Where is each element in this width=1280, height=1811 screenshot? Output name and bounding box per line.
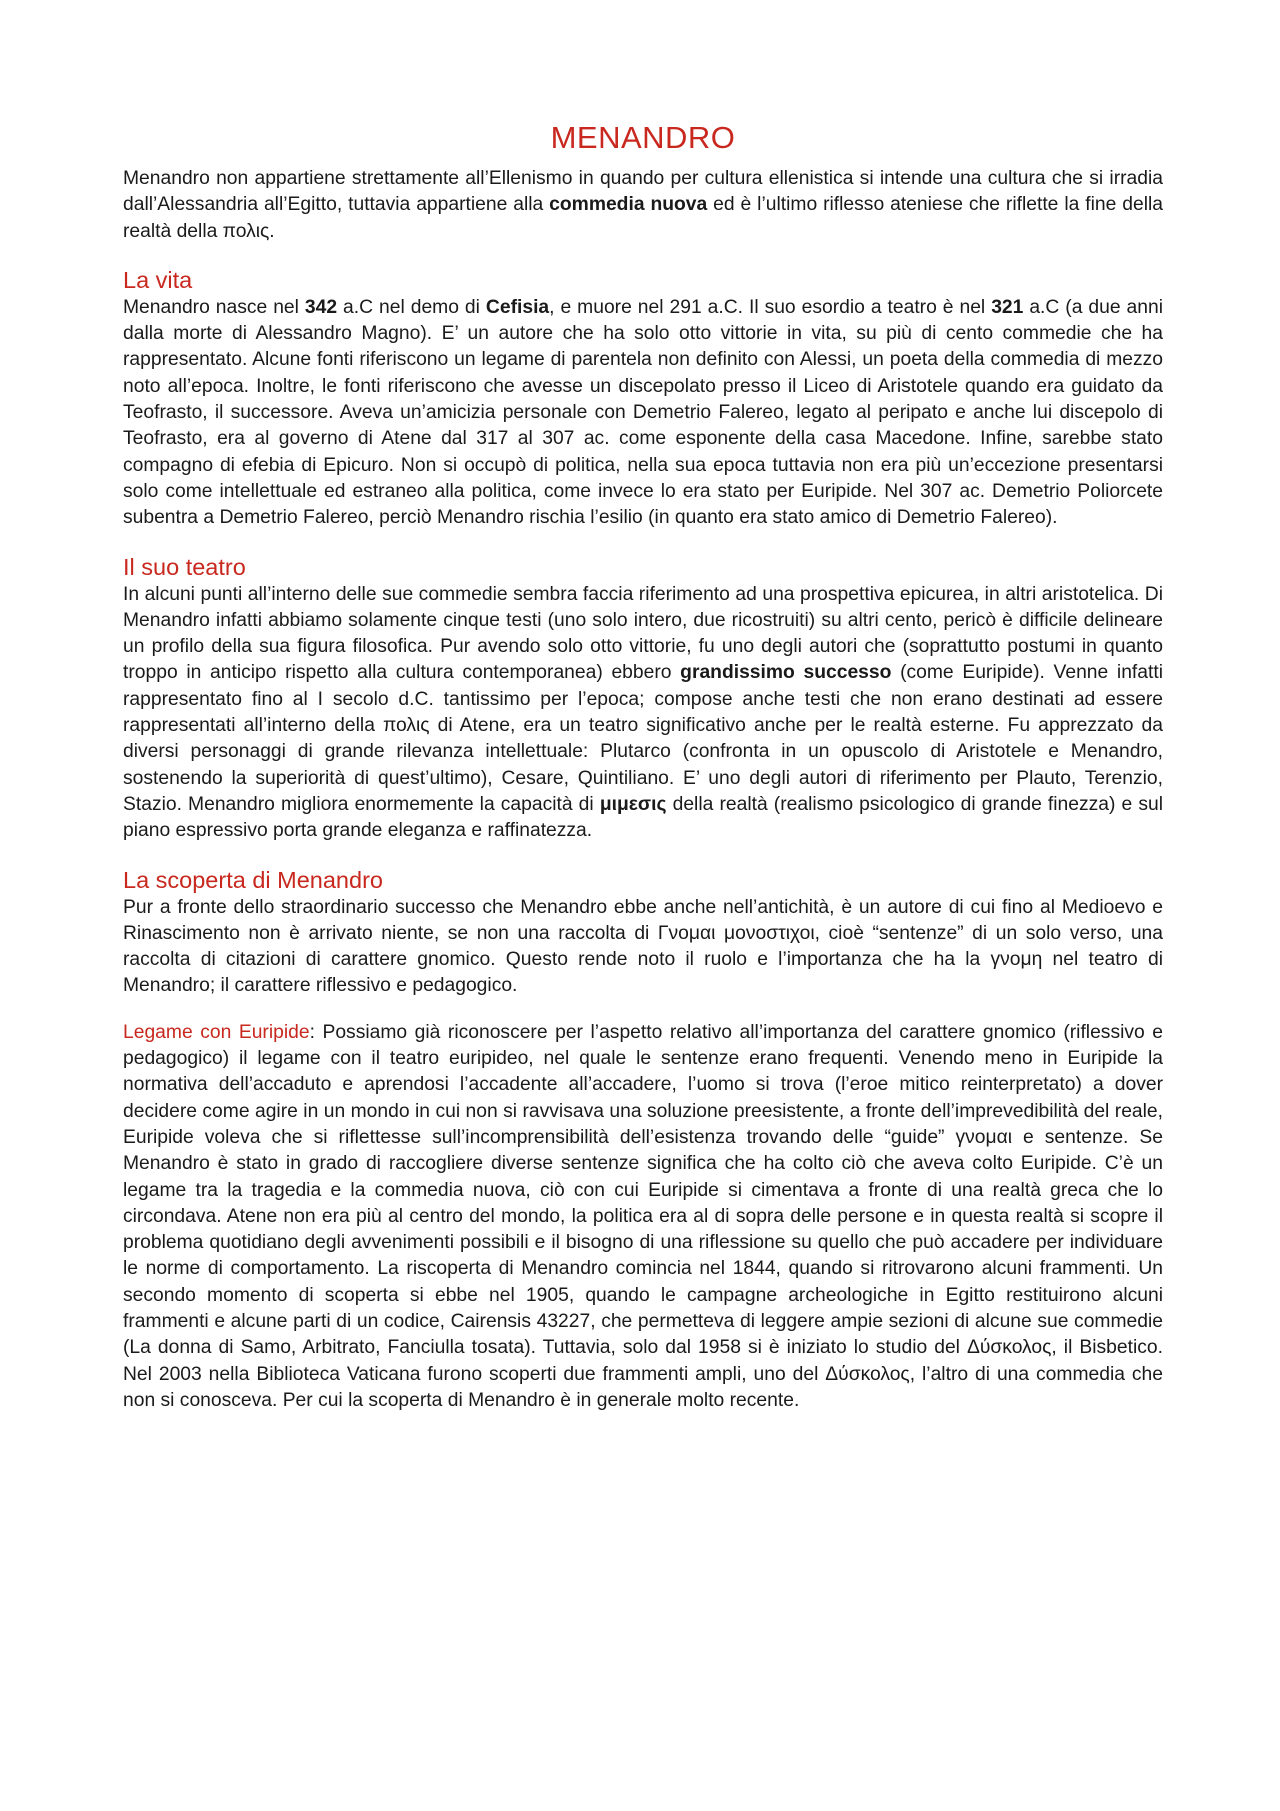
- teatro-text: (come Euripide). Venne infatti rappresentato fino al I secolo d.C. tantissimo per l’epoca; compose anche testi che non erano destinati ad essere rappresentati all’interno della πολις di Atene, era un teatro significativo anche per le realtà esterne. Fu apprezzato da diversi personaggi di grande rilevanza intellettuale: Plutarco (confronta in un opuscolo di Aristotele e Menandro, sostenendo la superiorità di quest’ultimo), Cesare, Quintiliano. E’ uno degli autori di riferimento per Plauto, Terenzio, Stazio. Menandro migliora enormemente la capacità di: [123, 662, 1164, 815]
- intro-text: Menandro non appartiene strettamente all’Ellenismo in quando per cultura ellenistica si intende una cultura che si irradia dall’Alessandria all’Egitto, tuttavia appartiene alla: [123, 168, 1163, 216]
- euripide-text: : Possiamo già riconoscere per l’aspetto relativo all’importanza del carattere gnomico (riflessivo e pedagogico) il legame con il teatro euripideo, nel quale le sentenze erano frequenti. Venendo meno in Euripide la normativa dell’accaduto e aprendosi l’accadente all’accadere, l’uomo si trova (l’eroe mitico reinterpretato) a dover decidere come agire in un mondo in cui non si ravvisava una soluzione preesistente, a fronte dell’imprevedibilità del reale, Euripide voleva che si riflettesse sull’incomprensibilità dell’esistenza trovando delle “guide” γνομαι e sentenze. Se Menandro è stato in grado di raccogliere diverse sentenze significa che ha colto ciò che aveva colto Euripide. C’è un legame tra la tragedia e la commedia nuova, ciò con cui Euripide si cimentava a fronte di una realtà greca che lo circondava. Atene non era più al centro del mondo, la politica era al di sopra delle persone e in questa realtà si scopre il problema quotidiano degli avvenimenti possibili e il bisogno di una riflessione su quello che può accadere per individuare le norme di comportamento. La riscoperta di Menandro comincia nel 1844, quando si ritrovarono alcuni frammenti. Un secondo momento di scoperta si ebbe nel 1905, quando le campagne archeologiche in Egitto restituirono alcuni frammenti e alcune parti di un codice, Cairensis 43227, che permetteva di leggere ampie sezioni di alcune sue commedie (La donna di Samo, Arbitrato, Fanciulla tosata). Tuttavia, solo dal 1958 si è iniziato lo studio del Δύσκολος, il Bisbetico. Nel 2003 nella Biblioteca Vaticana furono scoperti due frammenti ampli, uno del Δύσκολος, l’altro di una commedia che non si conosceva. Per cui la scoperta di Menandro è in generale molto recente.: [123, 1021, 1163, 1411]
- scoperta-text: Pur a fronte dello straordinario successo che Menandro ebbe anche nell’antichità, è un autore di cui fino al Medioevo e Rinascimento non è arrivato niente, se non una raccolta di Γνομαι μονοστιχοι, cioè “sentenze” di un solo verso, una raccolta di citazioni di carattere gnomico. Questo rende noto il ruolo e l’importanza che ha la γνομη nel teatro di Menandro; il carattere riflessivo e pedagogico.: [123, 896, 1163, 997]
- section-heading-scoperta: La scoperta di Menandro: [123, 866, 383, 893]
- intro-bold-commedia-nuova: commedia nuova: [549, 194, 708, 216]
- scoperta-paragraph: [123, 895, 1163, 1000]
- teatro-bold-successo: grandissimo successo: [680, 662, 892, 684]
- section-heading-vita: La vita: [123, 266, 193, 293]
- document-page: [123, 120, 1163, 1414]
- intro-paragraph: [123, 166, 1163, 245]
- teatro-paragraph: [123, 582, 1163, 845]
- teatro-text: della realtà (realismo psicologico di grande finezza) e sul piano espressivo porta grande eleganza e raffinatezza.: [123, 793, 1164, 842]
- intro-text-end: ed è l’ultimo riflesso ateniese che riflette la fine della realtà della πολις.: [123, 194, 1163, 242]
- teatro-bold-mimesis: μιμεσις: [599, 793, 667, 815]
- paragraph-spacer: [123, 1000, 1163, 1020]
- vita-bold-342: 342: [304, 296, 338, 318]
- page-title: MENANDRO: [550, 120, 736, 155]
- vita-text: a.C nel demo di: [337, 296, 486, 318]
- vita-text: a.C (a due anni dalla morte di Alessandro Magno). E’ un autore che ha solo otto vittorie in vita, su più di cento commedie che ha rappresentato. Alcune fonti riferiscono un legame di parentela non definito con Alessi, un poeta della commedia di mezzo noto all’epoca. Inoltre, le fonti riferiscono che avesse un discepolato presso il Liceo di Aristotele quando era guidato da Teofrasto, il successore. Aveva un’amicizia personale con Demetrio Falereo, legato al peripato e anche lui discepolo di Teofrasto, era al governo di Atene dal 317 al 307 ac. come esponente della casa Macedone. Infine, sarebbe stato compagno di efebia di Epicuro. Non si occupò di politica, nella sua epoca tuttavia non era più un’eccezione presentarsi solo come intellettuale ed estraneo alla politica, come invece lo era stato per Euripide. Nel 307 ac. Demetrio Poliorcete subentra a Demetrio Falereo, perciò Menandro rischia l’esilio (in quanto era stato amico di Demetrio Falereo).: [123, 296, 1164, 529]
- inline-heading-euripide: Legame con Euripide: [123, 1021, 310, 1043]
- euripide-paragraph: [123, 1020, 1163, 1414]
- vita-bold-cefisia: Cefisia: [485, 296, 550, 318]
- teatro-text: In alcuni punti all’interno delle sue commedie sembra faccia riferimento ad una prospettiva epicurea, in altri aristotelica. Di Menandro infatti abbiamo solamente cinque testi (uno solo intero, due ricostruiti) su altri cento, pericò è difficile delineare un profilo della sua figura filosofica. Pur avendo solo otto vittorie, fu uno degli autori che (soprattutto postumi in quanto troppo in anticipo rispetto alla cultura contemporanea) ebbero: [123, 583, 1163, 684]
- vita-paragraph: [123, 295, 1163, 532]
- vita-bold-321: 321: [991, 296, 1024, 318]
- section-heading-teatro: Il suo teatro: [123, 553, 246, 580]
- vita-text: Menandro nasce nel: [123, 296, 305, 318]
- vita-text: , e muore nel 291 a.C. Il suo esordio a teatro è nel: [549, 296, 992, 318]
